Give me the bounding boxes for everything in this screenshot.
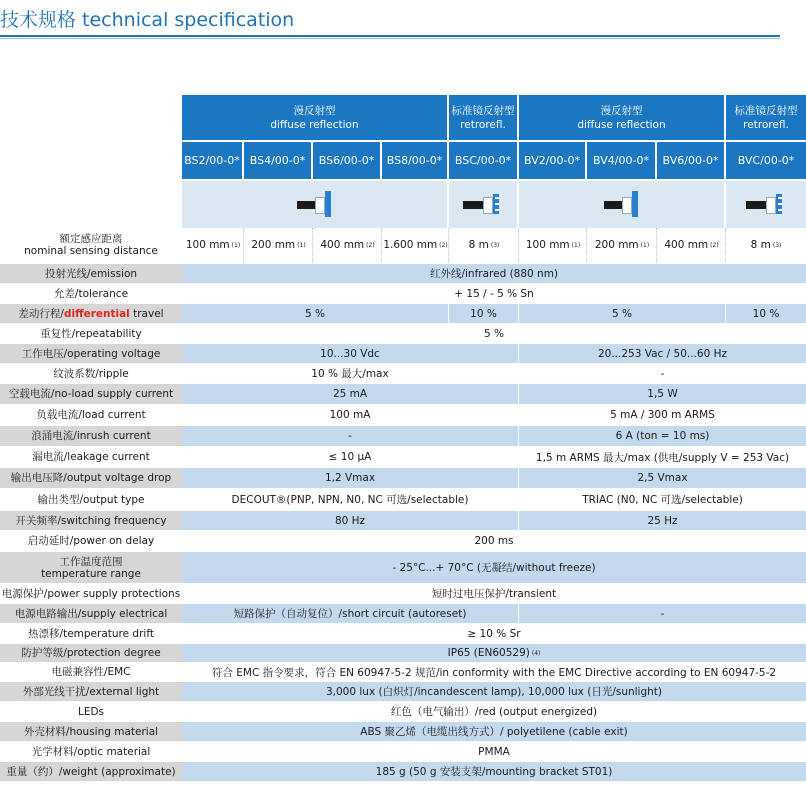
column-divider [725,228,726,262]
spec-cell [519,364,806,383]
spec-value: 红外线/infrared (880 nm) [429,268,559,280]
model-header [182,142,242,179]
spec-value: - [660,607,665,620]
group-header [449,95,517,140]
row-label [0,447,182,467]
row-label-text: 负载电流/load current [36,409,146,421]
row-label-text: 电源电路输出/supply electrical [14,607,168,620]
distance-value: 100 mm [525,239,570,251]
title-rule-thin [0,38,780,39]
spec-value: 25 Hz [647,514,678,527]
distance-cell [587,228,657,262]
spec-cell [182,447,518,467]
row-label [0,284,182,303]
spec-value: ≤ 10 µA [328,451,372,463]
group-header-en: diffuse reflection [577,118,666,131]
spec-value: 1,5 W [647,388,678,400]
spec-cell [182,264,806,283]
distance-note: (1) [297,241,306,249]
spec-value: DECOUT®(PNP, NPN, N0, NC 可选/selectable) [231,494,469,506]
sensor-picture-cell [519,181,724,228]
row-label-post: travel [129,307,164,320]
spec-cell [182,722,806,741]
spec-cell [182,284,806,303]
spec-value: 2,5 Vmax [637,472,688,484]
distance-note: (3) [490,241,500,249]
spec-value: ≥ 10 % Sr [467,627,521,640]
distance-note: (1) [571,241,581,249]
spec-cell [182,584,806,603]
distance-value: 400 mm [664,239,709,251]
row-label-text: 输出类型/output type [37,493,145,506]
group-header-zh: 标准镜反射型 [734,104,798,117]
spec-cell [182,384,518,404]
row-label [0,344,182,363]
model-header [449,142,517,179]
spec-value: 10...30 Vdc [320,347,380,360]
row-label [0,405,182,425]
spec-value: + 15 / - 5 % Sn [454,287,534,300]
spec-cell [726,304,806,323]
spec-value: 5 % [484,327,504,340]
group-header-zh: 漫反射型 [600,104,643,117]
spec-cell [182,468,518,488]
model-header [313,142,380,179]
column-divider [656,228,657,262]
row-label-text: 外壳材料/housing material [23,725,159,738]
distance-value: 8 m [468,239,489,251]
column-divider [448,228,449,262]
spec-value: 短时过电压保护/transient [431,588,557,600]
spec-value: 1,2 Vmax [324,472,376,484]
distance-value: 8 m [750,239,771,251]
distance-note: (2) [439,241,448,249]
row-label [0,468,182,488]
row-label-text: 浪涌电流/inrush current [31,430,151,442]
spec-value: PMMA [478,745,510,758]
row-label-text: 纹波系数/ripple [53,367,129,380]
model-header [382,142,447,179]
spec-cell [182,405,518,425]
row-label-text: 防护等级/protection degree [21,647,161,659]
spec-cell [519,468,806,488]
row-label-text: 开关频率/switching frequency [15,514,167,527]
spec-cell [182,742,806,761]
model-header [657,142,724,179]
spec-value: 5 % [612,307,632,320]
spec-value: 6 A (ton = 10 ms) [615,430,710,442]
spec-value: 5 mA / 300 m ARMS [610,409,715,421]
group-header [182,95,447,140]
spec-cell [519,489,806,510]
spec-cell [519,344,806,363]
distance-value: 100 mm [185,239,230,251]
row-label-zh: 工作温度范围 [59,555,123,568]
row-label [0,324,182,343]
row-label [0,228,182,262]
spec-cell [519,604,806,623]
model-name: BSC/00-0* [454,153,512,167]
spec-value: 5 % [305,307,325,320]
row-label [0,584,182,603]
spec-value: 200 ms [474,535,514,547]
row-label-text: 光学材料/optic material [31,745,151,758]
row-label-text: 投射光线/emission [44,267,138,280]
row-label-en: temperature range [41,567,141,580]
spec-value: 185 g (50 g 安装支架/mounting bracket ST01) [375,766,613,778]
row-label [0,722,182,741]
row-label [0,552,182,583]
spec-cell [182,511,518,530]
distance-note: (1) [640,241,650,249]
group-header-en: retrorefl. [460,118,506,131]
row-label-text: 工作电压/operating voltage [21,347,161,360]
spec-cell [182,702,806,721]
spec-value: TRIAC (N0, NC 可选/selectable) [582,494,743,506]
spec-cell [182,552,806,583]
row-label [0,264,182,283]
spec-value: 红色（电气输出）/red (output energized) [390,706,598,718]
model-header [726,142,806,179]
column-divider [243,228,244,262]
model-name: BV2/00-0* [524,153,580,167]
spec-cell [182,364,518,383]
distance-cell [313,228,382,262]
row-label [0,511,182,530]
row-label-text: LEDs [77,705,105,718]
spec-cell [182,426,518,446]
row-label-text: 空载电流/no-load supply current [8,388,174,400]
title-rule [0,35,780,37]
row-label-zh: 额定感应距离 [59,233,123,245]
row-label-text: 电磁兼容性/EMC [51,666,131,678]
row-label-text [18,308,163,320]
row-label [0,624,182,643]
spec-cell [182,531,806,551]
sensor-picture-cell [182,181,447,228]
group-header-en: diffuse reflection [270,118,359,131]
row-label [0,426,182,446]
distance-note: (2) [366,241,375,249]
spec-cell [519,447,806,467]
row-label-pre: 差动行程/ [18,307,64,320]
spec-value: - 25°C...+ 70°C (无凝结/without freeze) [392,562,596,574]
row-label [0,663,182,681]
spec-cell [182,663,806,681]
spec-note: (4) [531,649,541,657]
spec-cell [182,324,806,343]
spec-value: 10 % [752,307,780,320]
model-name: BS2/00-0* [184,153,240,167]
column-divider [518,228,519,262]
spec-value: - [660,367,665,380]
model-header [519,142,585,179]
spec-cell [182,624,806,643]
model-header [587,142,655,179]
spec-value: IP65 (EN60529) [447,647,530,659]
sensor-retroreflective-icon [744,191,788,219]
row-label-text: 重量（约）/weight (approximate) [6,765,176,778]
row-label-en: nominal sensing distance [24,245,158,257]
row-label-text: 外部光线干扰/external light [22,685,160,698]
sensor-picture-cell [449,181,517,228]
spec-value: 10 % 最大/max [311,368,389,380]
row-label-text: 启动延时/power on delay [27,535,155,547]
spec-cell [182,344,518,363]
spec-cell [519,511,806,530]
row-label [0,604,182,623]
spec-cell [519,384,806,404]
row-label [0,531,182,551]
spec-cell [182,682,806,701]
spec-cell [519,405,806,425]
distance-cell [244,228,313,262]
spec-value: 80 Hz [334,514,366,527]
column-divider [381,228,382,262]
distance-cell [449,228,519,262]
row-label-text: 电源保护/power supply protections [1,587,181,600]
row-label [0,364,182,383]
sensor-picture-cell [726,181,806,228]
spec-cell [449,304,518,323]
distance-value: 200 mm [594,239,639,251]
distance-cell [726,228,806,262]
sensor-diffuse-icon [600,191,644,219]
spec-cell [519,304,725,323]
group-header-en: retrorefl. [743,118,789,131]
row-label-highlight: differential [63,307,130,320]
group-header [519,95,724,140]
sensor-retroreflective-icon [461,191,505,219]
spec-value: ABS 聚乙烯（电缆出线方式）/ polyetilene (cable exit) [360,726,628,738]
distance-cell [382,228,449,262]
row-label [0,489,182,510]
spec-cell [182,762,806,781]
spec-value: 25 mA [332,388,368,400]
row-label [0,702,182,721]
row-label [0,384,182,404]
row-label-text: 输出电压降/output voltage drop [10,472,172,484]
distance-cell [657,228,726,262]
spec-value: - [348,430,352,442]
group-header-zh: 漫反射型 [293,104,336,117]
spec-cell [519,426,806,446]
row-label [0,304,182,323]
row-label-text: 热漂移/temperature drift [28,627,154,640]
row-label-text: 允差/tolerance [53,287,129,300]
spec-cell [182,304,448,323]
row-label [0,742,182,761]
spec-value: 3,000 lux (白炽灯/incandescent lamp), 10,000 lux (日光/sunlight) [325,686,663,698]
model-name: BV6/00-0* [662,153,719,167]
distance-note: (1) [231,241,241,249]
spec-cell [182,604,518,623]
distance-value: 200 mm [251,239,296,251]
sensor-diffuse-icon [293,191,337,219]
spec-value: 20...253 Vac / 50...60 Hz [597,347,728,360]
row-label [0,682,182,701]
model-name: BS8/00-0* [386,153,443,167]
spec-value: 100 mA [329,409,371,421]
model-name: BV4/00-0* [593,153,649,167]
distance-note: (3) [772,241,782,249]
model-name: BS6/00-0* [318,153,375,167]
spec-cell [182,489,518,510]
spec-value: 10 % [470,307,497,320]
model-name: BS4/00-0* [249,153,306,167]
column-divider [586,228,587,262]
group-header [726,95,806,140]
page-title: 技术规格 technical specification [0,9,295,31]
model-name: BVC/00-0* [737,153,795,167]
row-label [0,644,182,662]
row-label-text: 漏电流/leakage current [32,451,150,463]
distance-value: 1.600 mm [383,239,438,251]
row-label [0,762,182,781]
spec-value: 1,5 m ARMS 最大/max (供电/supply V = 253 Vac) [535,451,790,464]
column-divider [312,228,313,262]
distance-cell [519,228,587,262]
model-header [244,142,311,179]
group-header-zh: 标准镜反射型 [451,104,515,117]
spec-cell [182,644,806,662]
spec-value: 短路保护（自动复位）/short circuit (autoreset) [233,608,467,620]
spec-value: 符合 EMC 指令要求，符合 EN 60947-5-2 规范/in conformity with the EMC Directive according to EN 60947-5-2 [211,666,777,679]
distance-note: (2) [710,241,719,249]
row-label-text: 重复性/repeatability [40,327,142,340]
distance-value: 400 mm [320,239,365,251]
distance-cell [182,228,244,262]
